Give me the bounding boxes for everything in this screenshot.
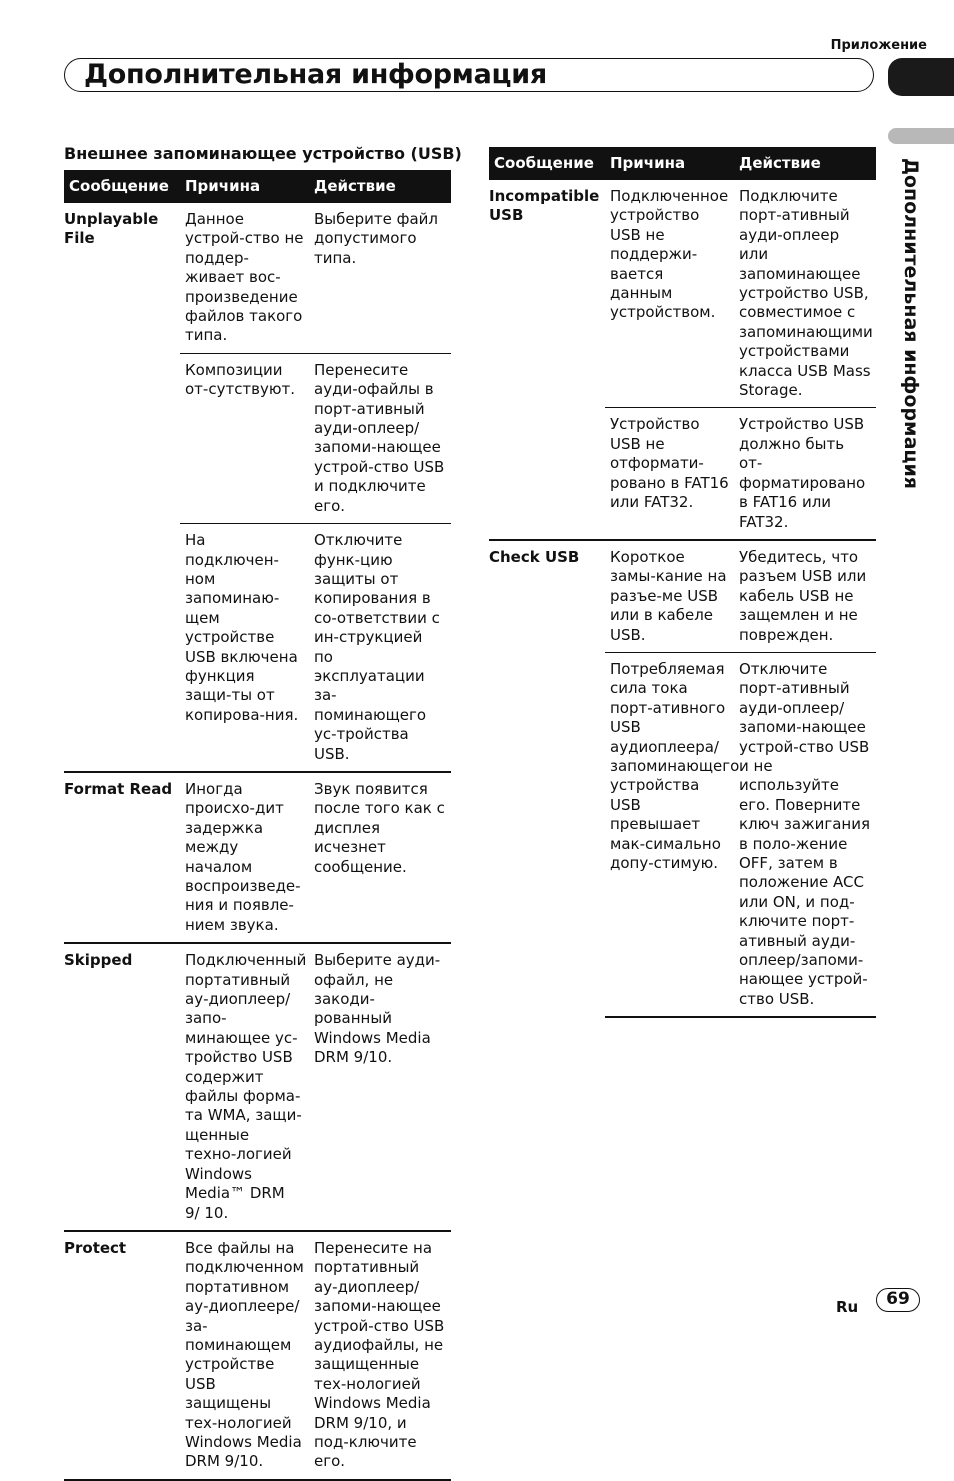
left-table-body [64,203,451,1480]
page-number: 69 [876,1288,920,1312]
table-row [64,943,451,1231]
cause-cell: Короткое замы-кание на разъе-ме USB или в кабеле USB. [605,540,734,653]
right-table [489,147,876,1018]
message-cell: Protect [64,1231,180,1480]
table-header-row [64,170,451,203]
left-table [64,170,451,1481]
cause-cell: Иногда происхо-дит задержка между началом воспроизведе-ния и появле-нием звука. [180,772,309,943]
page-title: Дополнительная информация [84,59,547,90]
column-header-action: Действие [734,147,876,180]
cause-cell: Композиции от-сутствуют. [180,353,309,523]
right-table-body [489,180,876,1017]
language-code: Ru [836,1298,859,1316]
table-row [64,772,451,943]
appendix-label: Приложение [830,38,927,53]
action-cell: Выберите файл допустимого типа. [314,210,438,267]
cause-cell: Данное устрой-ство не поддер-живает вос-произведение файлов такого типа. [185,210,304,345]
column-header-message: Сообщение [489,147,605,180]
cause-cell: Подключенное устройство USB не поддержи-вается данным устройством. [610,187,729,322]
action-cell: Перенесите ауди-офайлы в порт-ативный ауди-оплеер/запоми-нающее устрой-ство USB и подключите его. [309,353,451,523]
action-cell: Подключите порт-ативный ауди-оплеер или запоминающее устройство USB, совместимое с запоминающими устройствами класса USB Mass Storage. [739,187,873,400]
action-cell: Выберите ауди-офайл, не закоди-рованный Windows Media DRM 9/10. [309,943,451,1231]
table-row [64,1231,451,1480]
action-cell: Перенесите на портативный ау-диоплеер/запоми-нающее устрой-ство USB аудиофайлы, не защищенные тех-нологией Windows Media DRM 9/10, и под-ключите его. [309,1231,451,1480]
action-cell: Звук появится после того как с дисплея исчезнет сообщение. [309,772,451,943]
action-cell: Отключите порт-ативный ауди-оплеер/запоми-нающее устрой-ство USB и не используйте его. Поверните ключ зажигания в поло-жение OFF, затем в положение ACC или ON, и под-ключите порт-ативный ауди-оплеер/запоми-нающее устрой-ство USB. [734,652,876,1017]
table-header-row [489,147,876,180]
message-cell: Unplayable File [64,210,159,248]
table-row [64,203,451,353]
cause-cell: Подключенный портативный ау-диоплеер/запо-минающее ус-тройство USB содержит файлы форма-та WMA, защи-щенные техно-логией Windows Media™ DRM 9/ 10. [180,943,309,1231]
cause-cell: Устройство USB не отформати-ровано в FAT16 или FAT32. [605,408,734,540]
table-row [489,540,876,653]
section-title: Внешнее запоминающее устройство (USB) [64,144,462,163]
action-cell: Убедитесь, что разъем USB или кабель USB не защемлен и не поврежден. [734,540,876,653]
column-header-message: Сообщение [64,170,180,203]
table-row [489,180,876,408]
message-cell: Check USB [489,540,605,1017]
section-tab-marker [888,58,954,96]
message-cell: Incompatible USB [489,187,600,225]
side-section-label: Дополнительная информация [900,158,922,489]
section-tab-grey [888,128,954,144]
action-cell: Отключите функ-цию защиты от копирования в со-ответствии с ин-струкцией по эксплуатации за-поминающего ус-тройства USB. [309,524,451,772]
cause-cell: Потребляемая сила тока порт-ативного USB аудиоплеера/ запоминающего устройства USB превышает мак-симально допу-стимую. [605,652,734,1017]
message-cell: Format Read [64,772,180,943]
column-header-action: Действие [309,170,451,203]
cause-cell: На подключен-ном запоминаю-щем устройстве USB включена функция защи-ты от копирова-ния. [180,524,309,772]
column-header-cause: Причина [180,170,309,203]
message-cell: Skipped [64,943,180,1231]
cause-cell: Все файлы на подключенном портативном ау-диоплеере/за-поминающем устройстве USB защищены тех-нологией Windows Media DRM 9/10. [180,1231,309,1480]
action-cell: Устройство USB должно быть от-форматировано в FAT16 или FAT32. [734,408,876,540]
column-header-cause: Причина [605,147,734,180]
